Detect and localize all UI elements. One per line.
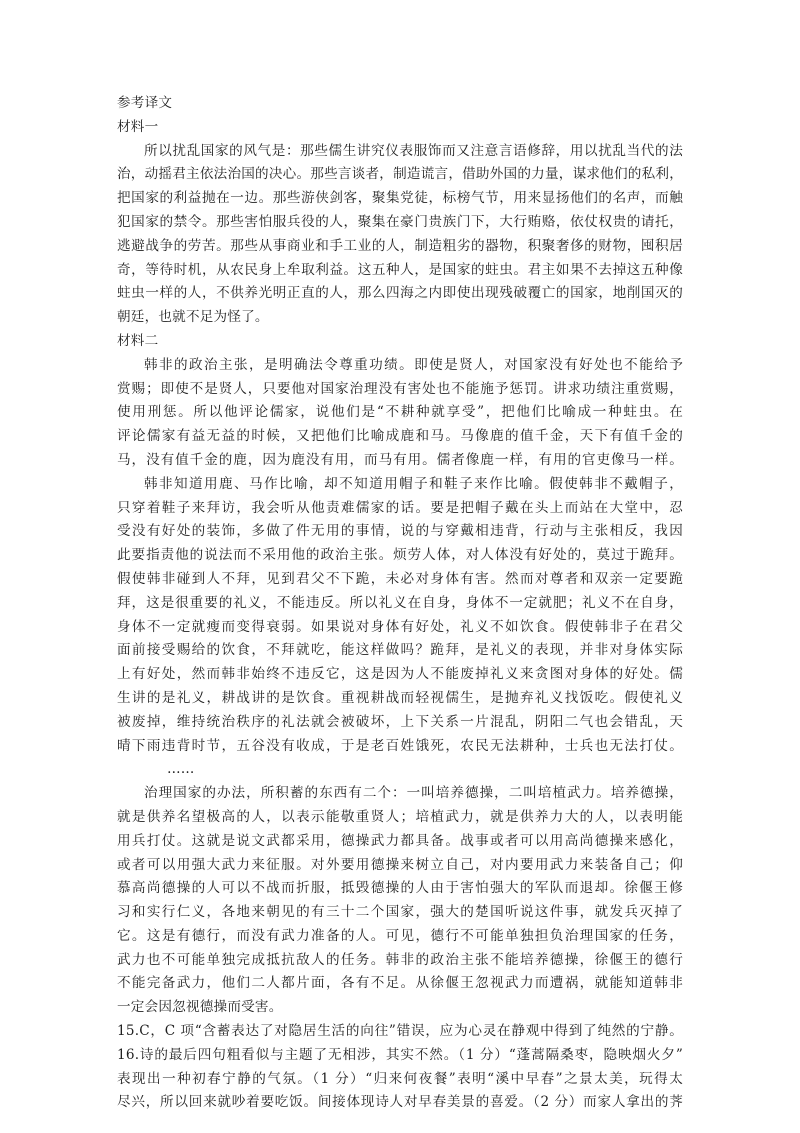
material2-paragraph-3 [117,782,683,1020]
answer-line: 尽兴，所以回来就吵着要吃饭。间接体现诗人对早春美景的喜爱。（2 分）而家人拿出的荠 [117,1094,683,1111]
text-line: 面前接受赐给的饮食，不拜就吃，能这样做吗？跪拜，是礼义的表现，并非对身体实际 [117,642,683,659]
text-line: 晴下雨违背时节，五谷没有收成，于是老百姓饿死，农民无法耕种，士兵也无法打仗。 [117,737,683,754]
material1-label: 材料一 [117,118,159,135]
text-line: 不能完备武力，他们二人都片面，各有不足。从徐偃王忽视武力而遭祸，就能知道韩非 [117,975,683,992]
text-line: 评论儒家有益无益的时候，又把他们比喻成鹿和马。马像鹿的值千金，天下有值千金的 [117,428,683,445]
text-line: 朝廷，也就不足为怪了。 [117,309,269,326]
text-line: 被废掉，维持统治秩序的礼法就会被破坏，上下关系一片混乱，阴阳二气也会错乱，天 [117,713,683,730]
text-line: 逃避战争的劳苦。那些从事商业和手工业的人，制造粗劣的器物，积聚奢侈的财物，囤积居 [117,237,683,254]
answer-line: 16.诗的最后四句粗看似与主题了无相涉，其实不然。（1 分）“蓬蒿隔桑枣，隐映烟火夕” [117,1046,683,1063]
text-line: 治理国家的办法，所积蓄的东西有二个：一叫培养德操，二叫培植武力。培养德操， [144,785,683,802]
text-line: 它。这是有德行，而没有武力准备的人。可见，德行不可能单独担负治理国家的任务， [117,927,683,944]
text-line: 把国家的利益抛在一边。那些游侠剑客，聚集党徒，标榜气节，用来显扬他们的名声，而触 [117,190,683,207]
text-line: 赏赐；即使不是贤人，只要他对国家治理没有害处也不能施予惩罚。讲求功绩注重赏赐， [117,380,683,397]
text-line: 生讲的是礼义，耕战讲的是饮食。重视耕战而轻视儒生，是抛弃礼义找饭吃。假使礼义 [117,689,683,706]
text-line: 身体不一定就瘦而变得衰弱。如果说对身体有好处，礼义不如饮食。假使韩非子在君父 [117,618,683,635]
text-line: 习和实行仁义，各地来朝见的有三十二个国家，强大的楚国听说这件事，就发兵灭掉了 [117,904,683,921]
text-line: 只穿着鞋子来拜访，我会听从他责难儒家的话。要是把帽子戴在头上而站在大堂中，忍 [117,499,683,516]
answer-line: 15.C，C 项“含蓄表达了对隐居生活的向往”错误，应为心灵在静观中得到了纯然的宁静。 [117,1023,683,1040]
text-line: 马，没有值千金的鹿，因为鹿没有用，而马有用。儒者像鹿一样，有用的官吏像马一样。 [117,451,683,468]
text-line: 所以扰乱国家的风气是：那些儒生讲究仪表服饰而又注意言语修辞，用以扰乱当代的法 [144,142,683,159]
text-line: 或者可以用强大武力来征服。对外要用德操来树立自己，对内要用武力来装备自己；仰 [117,856,683,873]
material2-label: 材料二 [117,332,159,349]
material1-paragraph [117,140,683,330]
text-line: 一定会因忽视德操而受害。 [117,999,283,1016]
text-line: 治，动摇君主依法治国的决心。那些言谈者，制造谎言，借助外国的力量，谋求他们的私利， [117,166,683,183]
material2-paragraph-1 [117,354,683,473]
text-line: 慕高尚德操的人可以不战而折服，抵毁德操的人由于害怕强大的军队而退却。徐偃王修 [117,880,683,897]
text-line: 受没有好处的装饰，多做了件无用的事情，说的与穿戴相违背，行动与主张相反，我因 [117,523,683,540]
answer-line: 表现出一种初春宁静的气氛。（1 分）“归来何夜餐”表明“溪中早春”之景太美，玩得太 [117,1070,683,1087]
text-line: 上有好处，然而韩非始终不违反它，这是因为人不能废掉礼义来贪图对身体的好处。儒 [117,666,683,683]
text-line: 奇，等待时机，从农民身上牟取利益。这五种人，是国家的蛀虫。君主如果不去掉这五种像 [117,261,683,278]
text-line: 假使韩非碰到人不拜，见到君父不下跪，未必对身体有害。然而对尊者和双亲一定要跪 [117,570,683,587]
text-line: 就是供养名望极高的人，以表示能敬重贤人；培植武力，就是供养力大的人，以表明能 [117,808,683,825]
doc-heading: 参考译文 [117,95,173,111]
text-line: 犯国家的禁令。那些害怕服兵役的人，聚集在豪门贵族门下，大行贿赂，依仗权贵的请托， [117,213,683,230]
document-body [117,92,683,1115]
text-line: 蛀虫一样的人，不供养光明正直的人，那么四海之内即使出现残破覆亡的国家，地削国灭的 [117,285,683,302]
text-line: 使用刑惩。所以他评论儒家，说他们是“不耕种就享受”，把他们比喻成一种蛀虫。在 [117,404,683,421]
answer-section [117,1020,683,1115]
text-line: 用兵打仗。这就是说文武都采用，德操武力都具备。战事或者可以用高尚德操来感化， [117,832,683,849]
material2-paragraph-2 [117,473,683,759]
text-line: 武力也不可能单独完成抵抗敌人的任务。韩非的政治主张不能培养德操，徐偃王的德行 [117,951,683,968]
text-line: 拜，这是很重要的礼义，不能违反。所以礼义在自身，身体不一定就肥；礼义不在自身， [117,594,683,611]
text-line: 韩非的政治主张，是明确法令尊重功绩。即使是贤人，对国家没有好处也不能给予 [144,356,683,373]
text-line: 此要指责他的说法而不采用他的政治主张。烦劳人体，对人体没有好处的，莫过于跪拜。 [117,547,683,564]
ellipsis: …… [167,761,195,778]
text-line: 韩非知道用鹿、马作比喻，却不知道用帽子和鞋子来作比喻。假使韩非不戴帽子， [144,475,683,492]
